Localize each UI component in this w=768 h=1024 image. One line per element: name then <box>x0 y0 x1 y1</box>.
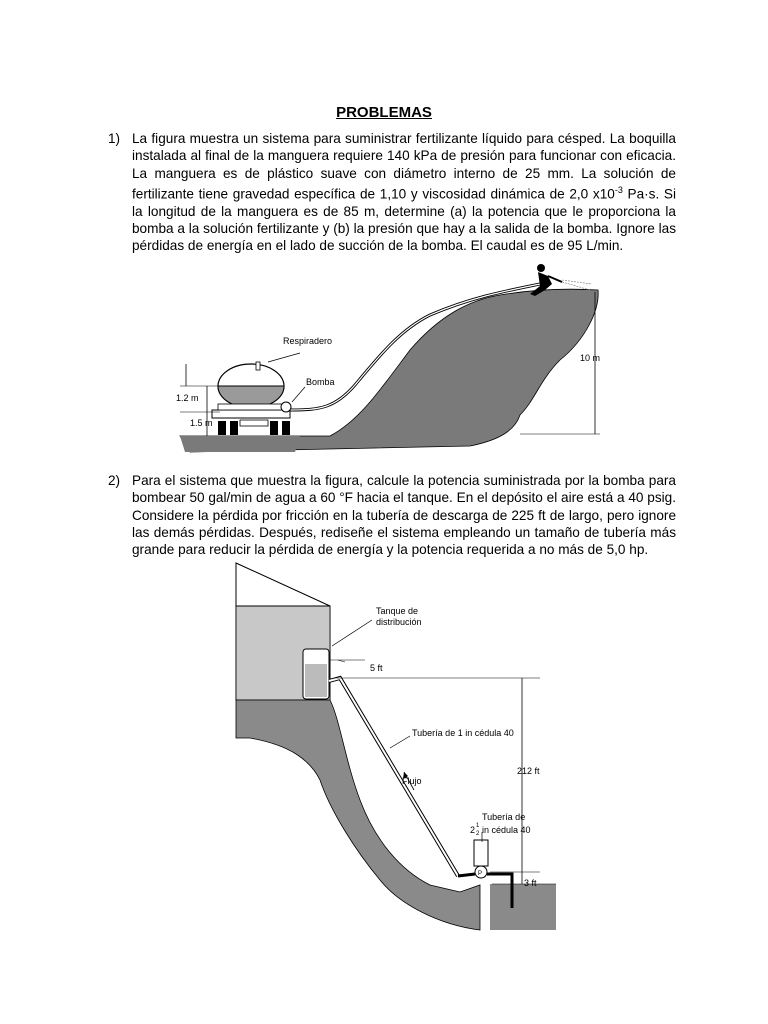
label-tuberia-2-1: Tubería de <box>482 812 526 822</box>
problem-1-text-b: Pa·s. Si la longitud de la manguera es de 85 m, determine (a) la potencia que le proporciona la bomba a la solución fertilizante y (b) la presión que hay a la salida de la bomba. Ignore las pérdidas de energía en el lado de succión de la bomba. El caudal es de 95 L/min. <box>132 186 677 254</box>
reservoir-ground <box>490 884 556 930</box>
label-dim-10m: 10 m <box>580 353 601 363</box>
page-title: PROBLEMAS <box>336 104 432 121</box>
label-dim-1-5m: 1.5 m <box>190 418 213 428</box>
label-dim-212ft: 212 ft <box>517 766 540 776</box>
label-dim-5ft: 5 ft <box>370 663 383 673</box>
problem-1-text-a: La figura muestra un sistema para suministrar fertilizante líquido para césped. La boquilla instalada al final de la manguera requiere 140 kPa de presión para funcionar con eficacia. La manguera es de plástico suave con diámetro interno de 25 mm. La solución de fertilizante tiene gravedad específica de 1,10 y viscosidad dinámica de 2,0 x10 <box>132 131 676 202</box>
problem-1-exponent: -3 <box>614 184 623 195</box>
problem-2-number: 2) <box>108 473 121 488</box>
label-tuberia-2-2: in cédula 40 <box>482 825 531 835</box>
label-tanque-1: Tanque de <box>376 606 419 616</box>
label-tuberia-1in: Tubería de 1 in cédula 40 <box>412 728 514 738</box>
label-bomba: Bomba <box>306 377 335 387</box>
pump-motor <box>474 840 488 866</box>
label-dim-1-2m: 1.2 m <box>176 393 199 403</box>
label-tanque-2: distribución <box>376 617 422 627</box>
label-tuberia-2-whole: 2 <box>470 825 476 835</box>
label-tuberia-2-num: 1 <box>476 823 480 829</box>
label-pump-p: P <box>478 871 483 877</box>
label-dim-3ft: 3 ft <box>524 878 537 888</box>
label-flujo: Flujo <box>402 776 422 786</box>
label-tuberia-2-den: 2 <box>476 831 480 837</box>
problem-1-number: 1) <box>108 131 121 146</box>
label-respiradero: Respiradero <box>283 336 333 346</box>
problem-2-text: Para el sistema que muestra la figura, calcule la potencia suministrada por la bomba para bombear 50 gal/min de agua a 60 °F hacia el tanque. En el depósito el aire está a 40 psig. Considere la pérdida por fricción en la tubería de descarga de 225 ft de largo, pero ignore las demás pérdidas. Después, rediseñe el sistema empleando un tamaño de tubería más grande para reducir la pérdida de energía y la potencia requerida a no más de 5,0 hp. <box>132 473 676 558</box>
